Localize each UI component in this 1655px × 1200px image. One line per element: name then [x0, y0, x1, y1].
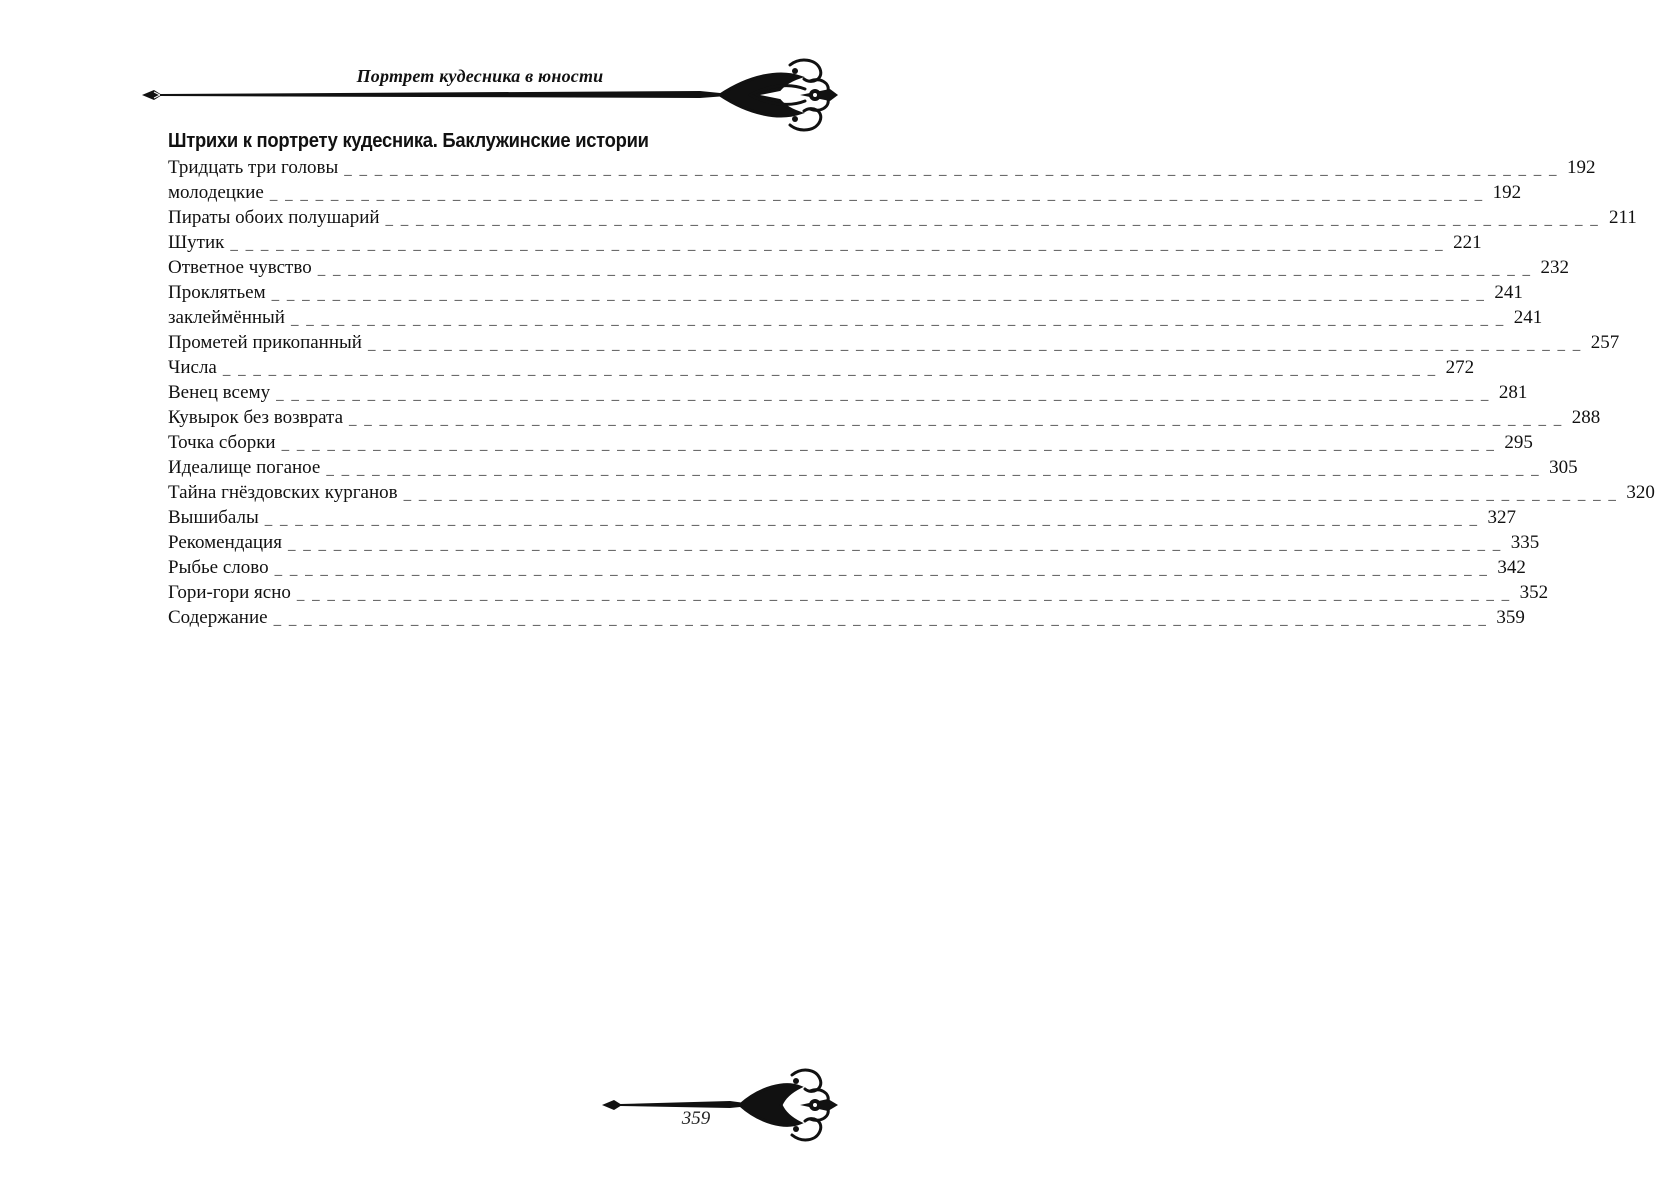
toc-entry-title: Шутик: [168, 232, 225, 253]
toc-entry: [168, 530, 1540, 555]
toc-entry: [168, 555, 1526, 580]
toc-entry: [168, 405, 1601, 430]
toc-entry-page: 327: [1487, 507, 1517, 528]
toc-entry: [168, 455, 1578, 480]
toc-dash-leader: _ _ _ _ _ _ _ _ _ _ _ _ _ _ _ _ _ _ _ _ _ _ _ _ _ _ _ _ _ _ _ _ _ _ _ _ _ _ _ _ _ _ _ _ _ _ _ _ _ _ _ _ _ _ _ _ _ _ _ _ _ _ _ _ _ _ _ _ _ _ _ _ _ _ _ _ _ _ _ _: [385, 212, 1600, 228]
toc-entry-title: Вышибалы: [168, 507, 259, 528]
toc-dash-leader: _ _ _ _ _ _ _ _ _ _ _ _ _ _ _ _ _ _ _ _ _ _ _ _ _ _ _ _ _ _ _ _ _ _ _ _ _ _ _ _ _ _ _ _ _ _ _ _ _ _ _ _ _ _ _ _ _ _ _ _ _ _ _ _ _ _ _ _ _ _ _ _ _ _ _ _ _ _ _ _: [264, 512, 1480, 528]
toc-entry-title: Тайна гнёздовских курганов: [168, 482, 398, 503]
toc-entry-page: 257: [1590, 332, 1620, 353]
toc-dash-leader: _ _ _ _ _ _ _ _ _ _ _ _ _ _ _ _ _ _ _ _ _ _ _ _ _ _ _ _ _ _ _ _ _ _ _ _ _ _ _ _ _ _ _ _ _ _ _ _ _ _ _ _ _ _ _ _ _ _ _ _ _ _ _ _ _ _ _ _ _ _ _ _ _ _ _ _ _ _ _ _: [290, 312, 1506, 328]
toc-entry-page: 320: [1626, 482, 1655, 503]
toc-entry-page: 211: [1609, 207, 1637, 228]
toc-entry-title: Рыбье слово: [168, 557, 269, 578]
toc-dash-leader: _ _ _ _ _ _ _ _ _ _ _ _ _ _ _ _ _ _ _ _ _ _ _ _ _ _ _ _ _ _ _ _ _ _ _ _ _ _ _ _ _ _ _ _ _ _ _ _ _ _ _ _ _ _ _ _ _ _ _ _ _ _ _ _ _ _ _ _ _ _ _ _ _ _ _ _ _ _ _ _: [230, 237, 1445, 253]
toc-entry-page: 192: [1492, 182, 1522, 203]
toc-entry: [168, 580, 1549, 605]
toc-entry-page: 232: [1540, 257, 1569, 278]
toc-entry-title: Содержание: [168, 607, 268, 628]
toc-dash-leader: _ _ _ _ _ _ _ _ _ _ _ _ _ _ _ _ _ _ _ _ _ _ _ _ _ _ _ _ _ _ _ _ _ _ _ _ _ _ _ _ _ _ _ _ _ _ _ _ _ _ _ _ _ _ _ _ _ _ _ _ _ _ _ _ _ _ _ _ _ _ _ _ _ _ _ _ _ _ _ _: [349, 412, 1564, 428]
toc-dash-leader: _ _ _ _ _ _ _ _ _ _ _ _ _ _ _ _ _ _ _ _ _ _ _ _ _ _ _ _ _ _ _ _ _ _ _ _ _ _ _ _ _ _ _ _ _ _ _ _ _ _ _ _ _ _ _ _ _ _ _ _ _ _ _ _ _ _ _ _ _ _ _ _ _ _ _ _ _ _ _ _: [269, 187, 1485, 203]
toc-entry-page: 359: [1496, 607, 1525, 628]
toc-dash-leader: _ _ _ _ _ _ _ _ _ _ _ _ _ _ _ _ _ _ _ _ _ _ _ _ _ _ _ _ _ _ _ _ _ _ _ _ _ _ _ _ _ _ _ _ _ _ _ _ _ _ _ _ _ _ _ _ _ _ _ _ _ _ _ _ _ _ _ _ _ _ _ _ _ _ _ _ _ _ _ _: [276, 387, 1491, 403]
toc-entry: [168, 255, 1569, 280]
toc-entry: [168, 205, 1637, 230]
toc-dash-leader: _ _ _ _ _ _ _ _ _ _ _ _ _ _ _ _ _ _ _ _ _ _ _ _ _ _ _ _ _ _ _ _ _ _ _ _ _ _ _ _ _ _ _ _ _ _ _ _ _ _ _ _ _ _ _ _ _ _ _ _ _ _ _ _ _ _ _ _ _ _ _ _ _ _ _ _ _ _ _ _: [317, 262, 1532, 278]
footer-spear-ornament-icon: [600, 1065, 840, 1145]
toc-entry: [168, 355, 1475, 380]
toc-entry: [168, 430, 1533, 455]
toc-entry-page: 305: [1549, 457, 1578, 478]
toc-entry: [168, 180, 1522, 205]
toc-entry-page: 342: [1497, 557, 1526, 578]
toc-entry-title: Ответное чувство: [168, 257, 312, 278]
toc-dash-leader: _ _ _ _ _ _ _ _ _ _ _ _ _ _ _ _ _ _ _ _ _ _ _ _ _ _ _ _ _ _ _ _ _ _ _ _ _ _ _ _ _ _ _ _ _ _ _ _ _ _ _ _ _ _ _ _ _ _ _ _ _ _ _ _ _ _ _ _ _ _ _ _ _ _ _ _ _ _ _ _: [274, 562, 1489, 578]
toc-entry-title: Рекомендация: [168, 532, 282, 553]
toc-entry: [168, 280, 1523, 305]
section-heading: Штрихи к портрету кудесника. Баклужинские истории: [168, 130, 649, 152]
toc-dash-leader: _ _ _ _ _ _ _ _ _ _ _ _ _ _ _ _ _ _ _ _ _ _ _ _ _ _ _ _ _ _ _ _ _ _ _ _ _ _ _ _ _ _ _ _ _ _ _ _ _ _ _ _ _ _ _ _ _ _ _ _ _ _ _ _ _ _ _ _ _ _ _ _ _ _ _ _ _ _ _ _: [296, 587, 1512, 603]
toc-entry-title: молодецкие: [168, 182, 264, 203]
toc-dash-leader: _ _ _ _ _ _ _ _ _ _ _ _ _ _ _ _ _ _ _ _ _ _ _ _ _ _ _ _ _ _ _ _ _ _ _ _ _ _ _ _ _ _ _ _ _ _ _ _ _ _ _ _ _ _ _ _ _ _ _ _ _ _ _ _ _ _ _ _ _ _ _ _ _ _ _ _ _ _ _ _: [344, 162, 1559, 178]
toc-entry-title: Венец всему: [168, 382, 271, 403]
table-of-contents: [168, 128, 1655, 630]
toc-entry-title: Прометей прикопанный: [168, 332, 362, 353]
toc-entry-title: заклеймённый: [168, 307, 285, 328]
toc-entry-title: Тридцать три головы: [168, 157, 339, 178]
toc-entry: [168, 480, 1655, 505]
toc-dash-leader: _ _ _ _ _ _ _ _ _ _ _ _ _ _ _ _ _ _ _ _ _ _ _ _ _ _ _ _ _ _ _ _ _ _ _ _ _ _ _ _ _ _ _ _ _ _ _ _ _ _ _ _ _ _ _ _ _ _ _ _ _ _ _ _ _ _ _ _ _ _ _ _ _ _ _ _ _ _ _ _: [273, 612, 1488, 628]
toc-entry-page: 335: [1510, 532, 1540, 553]
toc-entry: [168, 505, 1517, 530]
toc-entry-title: Пираты обоих полушарий: [168, 207, 380, 228]
toc-entry-page: 288: [1571, 407, 1601, 428]
toc-entry-page: 221: [1453, 232, 1482, 253]
toc-entry-title: Гори-гори ясно: [168, 582, 291, 603]
toc-dash-leader: _ _ _ _ _ _ _ _ _ _ _ _ _ _ _ _ _ _ _ _ _ _ _ _ _ _ _ _ _ _ _ _ _ _ _ _ _ _ _ _ _ _ _ _ _ _ _ _ _ _ _ _ _ _ _ _ _ _ _ _ _ _ _ _ _ _ _ _ _ _ _ _ _ _ _ _ _ _ _ _: [281, 437, 1496, 453]
toc-entry-page: 281: [1498, 382, 1528, 403]
running-header-title: Портрет кудесника в юности: [356, 66, 604, 86]
toc-entry-title: Числа: [168, 357, 217, 378]
toc-entry-page: 272: [1445, 357, 1475, 378]
toc-entry-page: 295: [1504, 432, 1533, 453]
toc-entry-page: 241: [1494, 282, 1523, 303]
toc-entry-page: 241: [1513, 307, 1543, 328]
toc-dash-leader: _ _ _ _ _ _ _ _ _ _ _ _ _ _ _ _ _ _ _ _ _ _ _ _ _ _ _ _ _ _ _ _ _ _ _ _ _ _ _ _ _ _ _ _ _ _ _ _ _ _ _ _ _ _ _ _ _ _ _ _ _ _ _ _ _ _ _ _ _ _ _ _ _ _ _ _ _ _ _ _: [222, 362, 1438, 378]
toc-entry-title: Идеалище поганое: [168, 457, 321, 478]
toc-entry-title: Точка сборки: [168, 432, 276, 453]
toc-dash-leader: _ _ _ _ _ _ _ _ _ _ _ _ _ _ _ _ _ _ _ _ _ _ _ _ _ _ _ _ _ _ _ _ _ _ _ _ _ _ _ _ _ _ _ _ _ _ _ _ _ _ _ _ _ _ _ _ _ _ _ _ _ _ _ _ _ _ _ _ _ _ _ _ _ _ _ _ _ _ _ _: [287, 537, 1503, 553]
toc-entry: [168, 155, 1596, 180]
toc-entry: [168, 230, 1482, 255]
toc-dash-leader: _ _ _ _ _ _ _ _ _ _ _ _ _ _ _ _ _ _ _ _ _ _ _ _ _ _ _ _ _ _ _ _ _ _ _ _ _ _ _ _ _ _ _ _ _ _ _ _ _ _ _ _ _ _ _ _ _ _ _ _ _ _ _ _ _ _ _ _ _ _ _ _ _ _ _ _ _ _ _ _: [367, 337, 1583, 353]
toc-entry-title: Кувырок без возврата: [168, 407, 344, 428]
toc-entry-title: Проклятьем: [168, 282, 266, 303]
toc-dash-leader: _ _ _ _ _ _ _ _ _ _ _ _ _ _ _ _ _ _ _ _ _ _ _ _ _ _ _ _ _ _ _ _ _ _ _ _ _ _ _ _ _ _ _ _ _ _ _ _ _ _ _ _ _ _ _ _ _ _ _ _ _ _ _ _ _ _ _ _ _ _ _ _ _ _ _ _ _ _ _ _: [403, 487, 1618, 503]
page-number: 359: [681, 1108, 711, 1129]
toc-entry: [168, 605, 1525, 630]
toc-entry-page: 352: [1519, 582, 1549, 603]
toc-entry: [168, 330, 1620, 355]
toc-dash-leader: _ _ _ _ _ _ _ _ _ _ _ _ _ _ _ _ _ _ _ _ _ _ _ _ _ _ _ _ _ _ _ _ _ _ _ _ _ _ _ _ _ _ _ _ _ _ _ _ _ _ _ _ _ _ _ _ _ _ _ _ _ _ _ _ _ _ _ _ _ _ _ _ _ _ _ _ _ _ _ _: [271, 287, 1486, 303]
toc-entry-page: 192: [1567, 157, 1596, 178]
toc-list: [168, 155, 1655, 630]
toc-dash-leader: _ _ _ _ _ _ _ _ _ _ _ _ _ _ _ _ _ _ _ _ _ _ _ _ _ _ _ _ _ _ _ _ _ _ _ _ _ _ _ _ _ _ _ _ _ _ _ _ _ _ _ _ _ _ _ _ _ _ _ _ _ _ _ _ _ _ _ _ _ _ _ _ _ _ _ _ _ _ _ _: [326, 462, 1541, 478]
toc-entry: [168, 380, 1528, 405]
toc-entry: [168, 305, 1543, 330]
